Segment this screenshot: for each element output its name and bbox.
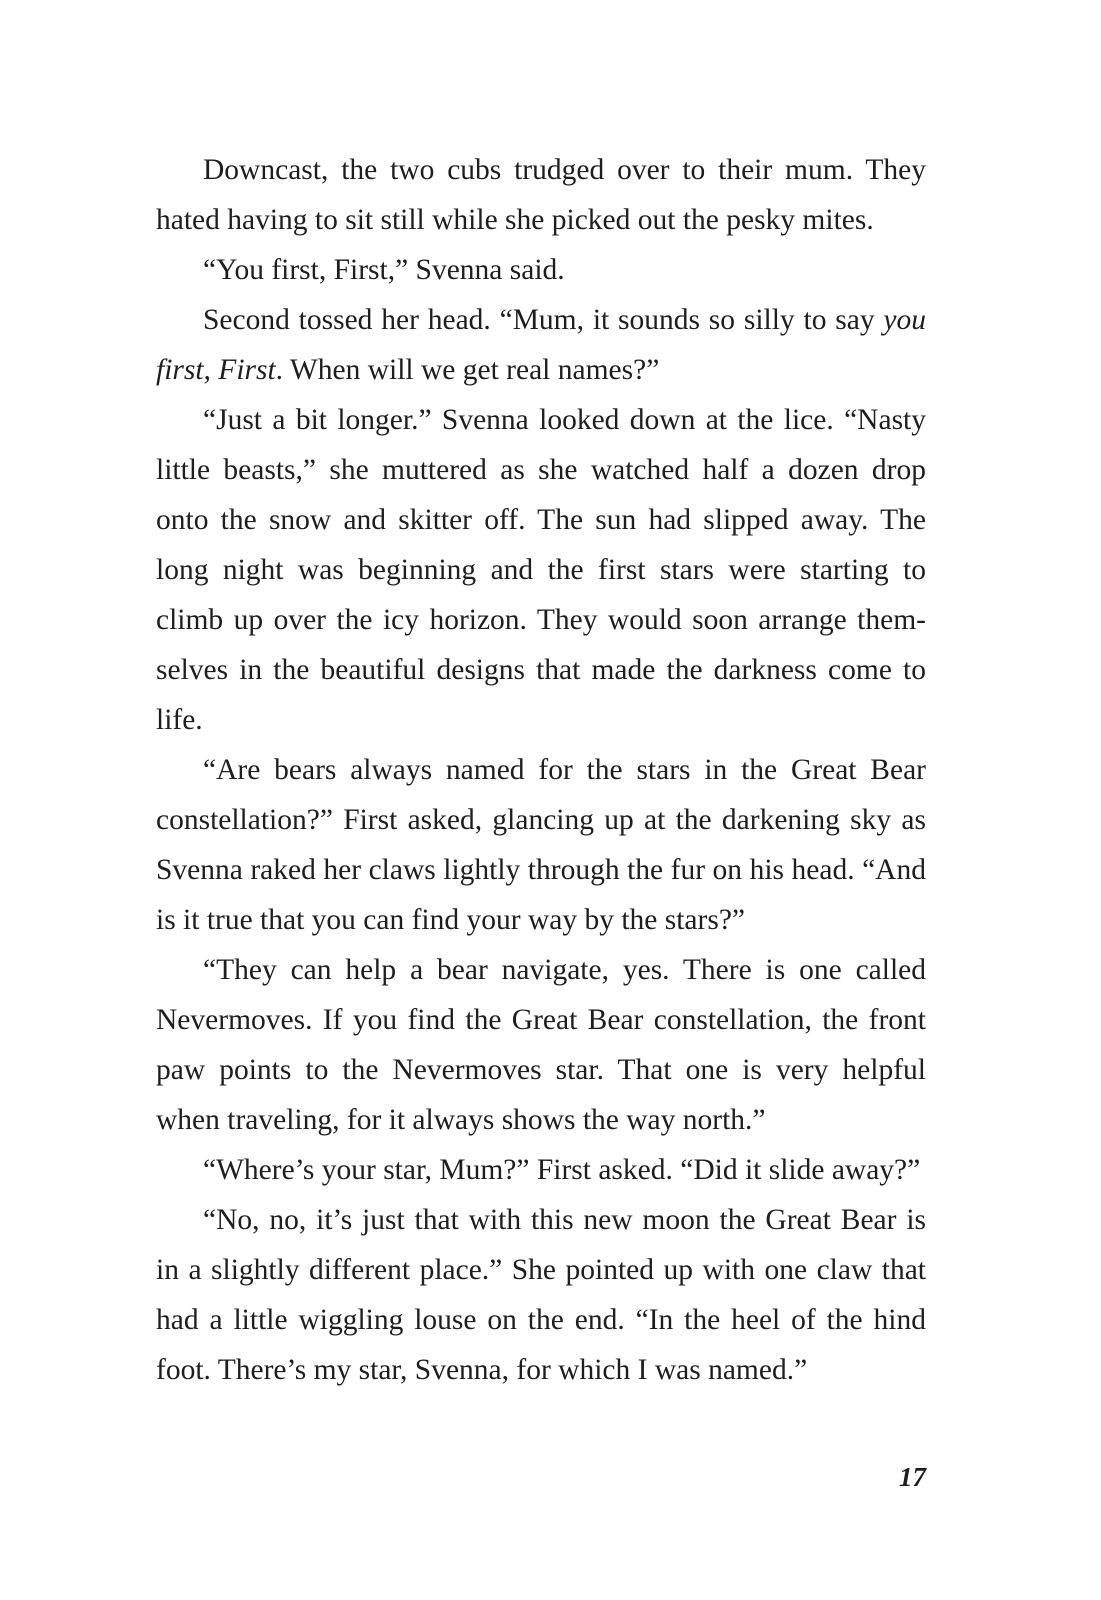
paragraph-text: . When will we get real names?” xyxy=(275,354,660,386)
paragraph: “Are bears always named for the stars in the Great Bear constellation?” First asked, glancing up at the darkening sky as Svenna raked her claws lightly through the fur on his head. “And is it true that you can find your way by the stars?” xyxy=(156,754,926,936)
paragraph: “Where’s your star, Mum?” First asked. “Did it slide away?” xyxy=(203,1154,921,1186)
paragraph: “No, no, it’s just that with this new moon the Great Bear is in a slightly different place.” She pointed up with one claw that had a little wiggling louse on the end. “In the heel of the hind foot. There’s my star, Svenna, for which I was named.” xyxy=(156,1204,926,1386)
paragraph: Downcast, the two cubs trudged over to their mum. They hated having to sit still while she picked out the pesky mites. xyxy=(156,154,926,236)
paragraph: “Just a bit longer.” Svenna looked down at the lice. “Nasty little beasts,” she muttered as she watched half a dozen drop onto the snow and skitter off. The sun had slipped away. The long night was beginning and the first stars were starting to climb up over the icy horizon. They would soon arrange them-selves in the beautiful designs that made the darkness come to life. xyxy=(156,404,926,736)
italic-phrase: you first, First xyxy=(156,304,926,386)
paragraph xyxy=(156,295,926,395)
paragraph: “You first, First,” Svenna said. xyxy=(203,254,565,286)
body-text xyxy=(156,145,926,1395)
paragraph-text: Second tossed her head. “Mum, it sounds so silly to say xyxy=(203,304,884,336)
page-number: 17 xyxy=(899,1462,926,1492)
paragraph: “They can help a bear navigate, yes. There is one called Nevermoves. If you find the Great Bear constellation, the front paw points to the Nevermoves star. That one is very helpful when traveling, for it always shows the way north.” xyxy=(156,954,926,1136)
